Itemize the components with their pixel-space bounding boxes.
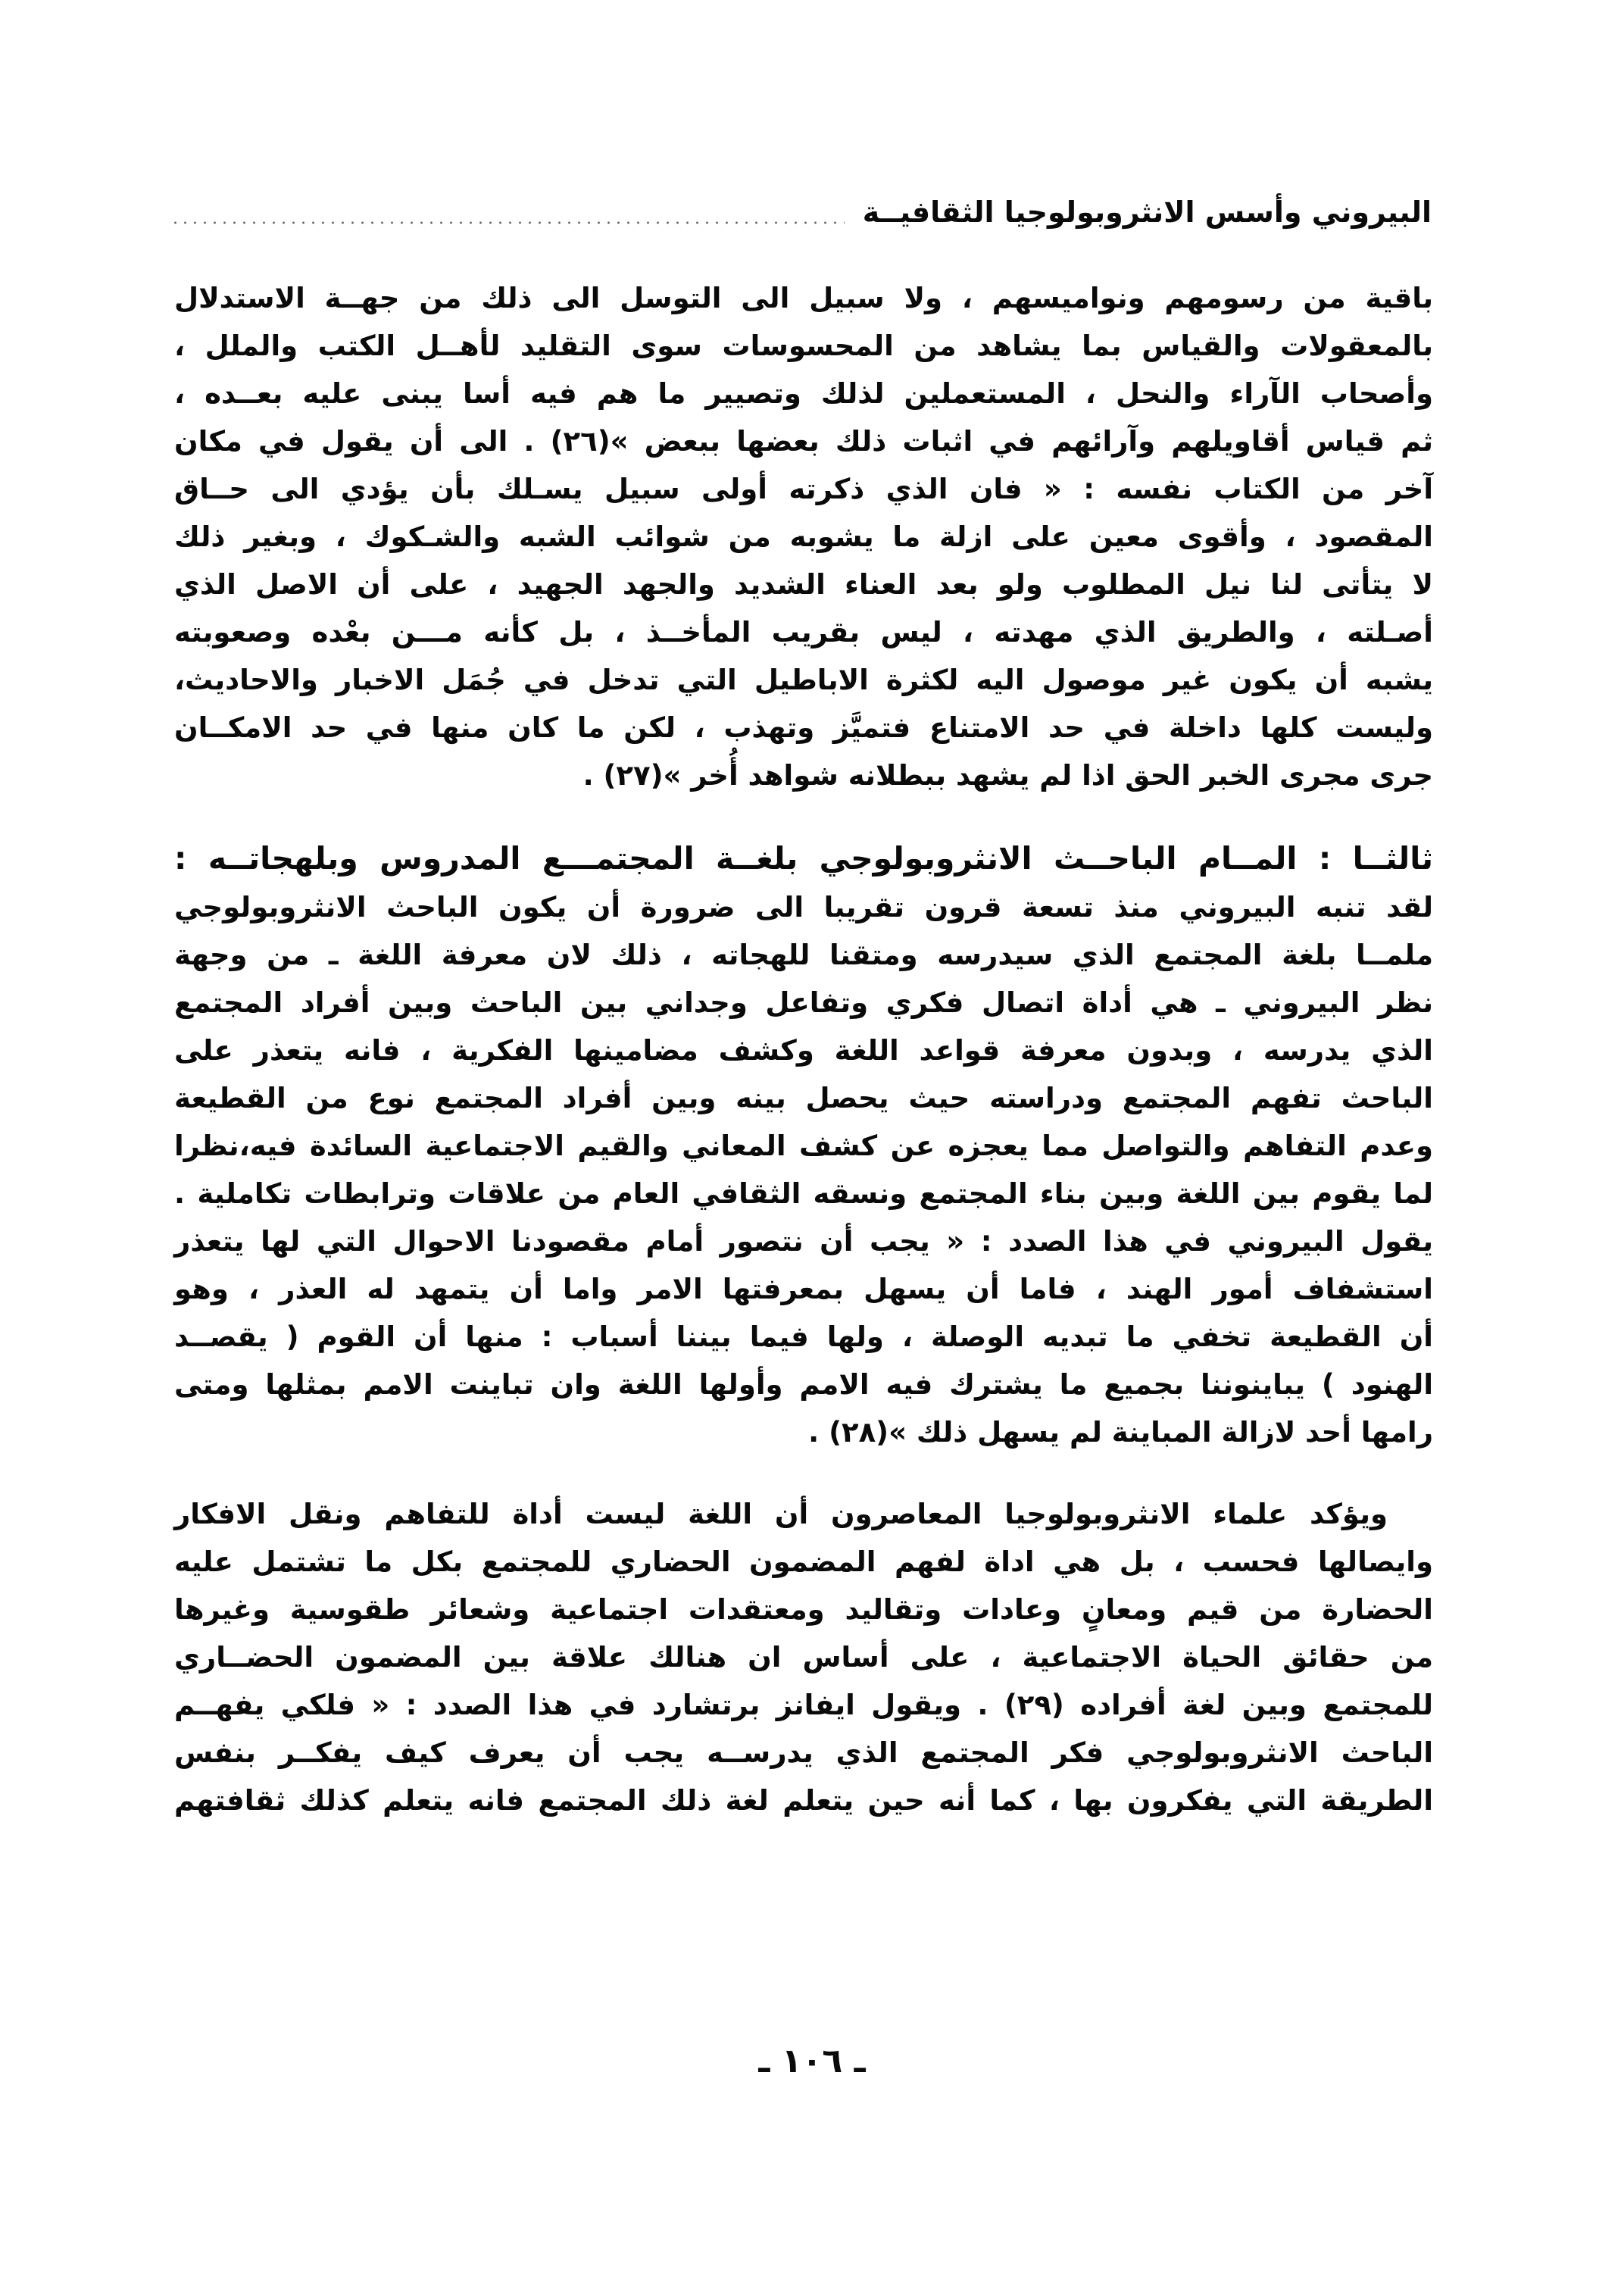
- text-line: جرى مجرى الخبر الحق اذا لم يشهد ببطلانه شواهد أُخر »(٢٧) .: [582, 759, 1433, 792]
- text-line: المقصود ، وأقوى معين على ازلة ما يشوبه من شوائب الشبه والشـكوك ، وبغير ذلك: [174, 520, 1433, 553]
- text-line: ملمــا بلغة المجتمع الذي سيدرسه ومتقنا للهجاته ، ذلك لان معرفة اللغة ـ من وجهة: [174, 939, 1433, 971]
- text-line: رامها أحد لازالة المباينة لم يسهل ذلك »(٢٨) .: [808, 1416, 1433, 1449]
- text-line: الذي يدرسه ، وبدون معرفة قواعد اللغة وكشف مضامينها الفكرية ، فانه يتعذر على: [174, 1034, 1433, 1067]
- paragraph-language-importance: [174, 883, 1433, 1456]
- body-text: [174, 274, 1433, 1824]
- page-number: ـ ١٠٦ ـ: [758, 2042, 866, 2080]
- text-line: نظر البيروني ـ هي أداة اتصال فكري وتفاعل وجداني بين الباحث وبين أفراد المجتمع: [174, 986, 1433, 1019]
- paragraph-spacer: [174, 799, 1433, 833]
- text-line: وعدم التفاهم والتواصل مما يعجزه عن كشف المعاني والقيم الاجتماعية السائدة فيه،نظرا: [174, 1130, 1433, 1162]
- text-line: الباحث تفهم المجتمع ودراسته حيث يحصل بينه وبين أفراد المجتمع نوع من القطيعة: [174, 1082, 1433, 1114]
- text-line: وأصحاب الآراء والنحل ، المستعملين لذلك وتصيير ما هم فيه أسا يبنى عليه بعــده ،: [174, 377, 1433, 410]
- text-line: آخر من الكتاب نفسه : « فان الذي ذكرته أولى سبيل يسـلك بأن يؤدي الى حــاق: [174, 473, 1433, 505]
- text-line: للمجتمع وبين لغة أفراده (٢٩) . ويقول ايفانز برتشارد في هذا الصدد : « فلكي يفهــم: [174, 1689, 1433, 1721]
- text-line: ثم قياس أقاويلهم وآرائهم في اثبات ذلك بعضها ببعض »(٢٦) . الى أن يقول في مكان: [174, 425, 1433, 458]
- text-line: لا يتأتى لنا نيل المطلوب ولو بعد العناء الشديد والجهد الجهيد ، على أن الاصل الذي: [174, 568, 1433, 601]
- text-line: وليست كلها داخلة في حد الامتناع فتميَّز وتهذب ، لكن ما كان منها في حد الامكــان: [174, 711, 1433, 744]
- text-line: باقية من رسومهم ونواميسهم ، ولا سبيل الى التوسل الى ذلك من جهــة الاستدلال: [174, 282, 1433, 314]
- text-line: ويؤكد علماء الانثروبولوجيا المعاصرون أن اللغة ليست أداة للتفاهم ونقل الافكار: [174, 1498, 1388, 1530]
- text-line: لقد تنبه البيروني منذ تسعة قرون تقريبا الى ضرورة أن يكون الباحث الانثروبولوجي: [174, 891, 1433, 924]
- text-line: الباحث الانثروبولوجي فكر المجتمع الذي يدرســه يجب أن يعرف كيف يفكــر بنفس: [174, 1736, 1433, 1769]
- text-line: استشفاف أمور الهند ، فاما أن يسهل بمعرفتها الامر واما أن يتمهد له العذر ، وهو: [174, 1273, 1433, 1305]
- section-heading: ثالثــا : المــام الباحــث الانثروبولوجي بلغــة المجتمـــع المدروس وبلهجاتــه :: [174, 840, 1433, 877]
- paragraph-quote-continuation: [174, 274, 1433, 799]
- header-dotted-leader: [170, 221, 845, 224]
- text-line: يقول البيروني في هذا الصدد : « يجب أن نتصور أمام مقصودنا الاحوال التي لها يتعذر: [174, 1225, 1433, 1258]
- text-line: الهنود ) يباينوننا بجميع ما يشترك فيه الامم وأولها اللغة وان تباينت الامم بمثلها ومتى: [174, 1368, 1433, 1401]
- text-line: وايصالها فحسب ، بل هي اداة لفهم المضمون الحضاري للمجتمع بكل ما تشتمل عليه: [174, 1545, 1433, 1578]
- text-line: يشبه أن يكون غير موصول اليه لكثرة الاباطيل التي تدخل في جُمَل الاخبار والاحاديث،: [174, 664, 1433, 696]
- running-title: البيروني وأسس الانثروبولوجيا الثقافيــة: [862, 195, 1432, 229]
- running-header: [170, 189, 1432, 235]
- text-line: بالمعقولات والقياس بما يشاهد من المحسوسات سوى التقليد لأهــل الكتب والملل ،: [174, 330, 1433, 362]
- paragraph-spacer: [174, 1456, 1433, 1490]
- text-line: من حقائق الحياة الاجتماعية ، على أساس ان هنالك علاقة بين المضمون الحضــاري: [174, 1641, 1433, 1674]
- text-line: الطريقة التي يفكرون بها ، كما أنه حين يتعلم لغة ذلك المجتمع فانه يتعلم كذلك ثقافتهم: [174, 1784, 1433, 1817]
- text-line: لما يقوم بين اللغة وبين بناء المجتمع ونسقه الثقافي العام من علاقات وترابطات تكاملية .: [174, 1177, 1433, 1210]
- paragraph-modern-anthropologists: [174, 1490, 1433, 1824]
- text-line: أصـلته ، والطريق الذي مهدته ، ليس بقريب المأخــذ ، بل كأنه مـــن بعْده وصعوبته: [174, 616, 1433, 649]
- text-line: أن القطيعة تخفي ما تبديه الوصلة ، ولها فيما بيننا أسباب : منها أن القوم ( يقصــد: [174, 1320, 1433, 1353]
- text-line: الحضارة من قيم ومعانٍ وعادات وتقاليد ومعتقدات اجتماعية وشعائر طقوسية وغيرها: [174, 1593, 1433, 1626]
